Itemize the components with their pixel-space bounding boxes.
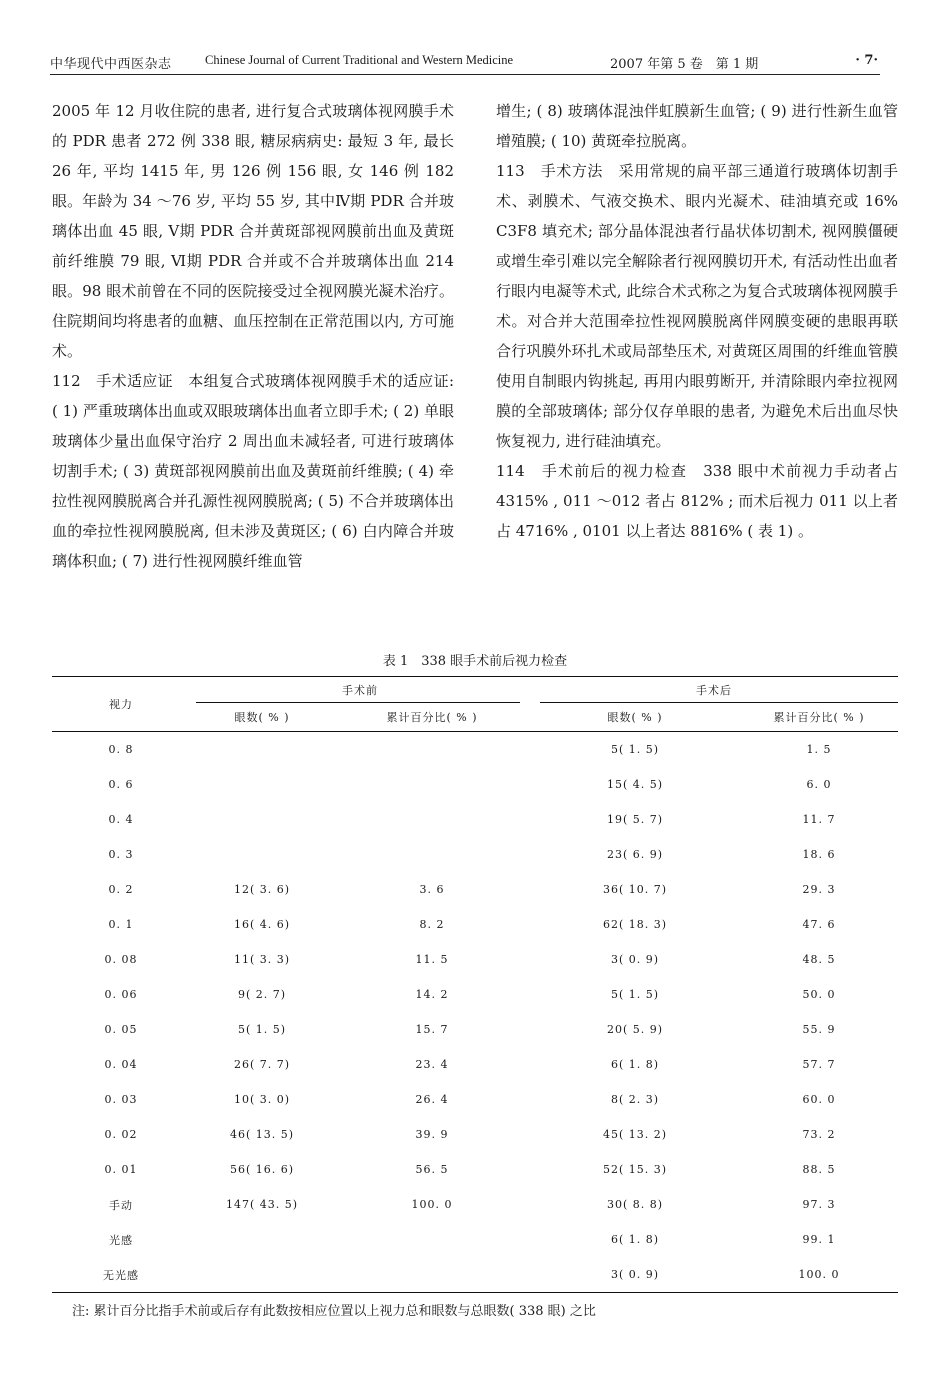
- cell-post-eyes: 5( 1. 5): [610, 988, 660, 1001]
- visual-acuity-table: [52, 676, 898, 1293]
- cell-post-eyes: 45( 13. 2): [602, 1128, 668, 1141]
- cell-post-eyes: 6( 1. 8): [610, 1233, 660, 1246]
- paragraph-visual-acuity: 114 手术前后的视力检查 338 眼中术前视力手动者占 4315% , 011 ～012 者占 812% ; 而术后视力 011 以上者占 4716% , 0101 以上者达 8816% ( 表 1) 。: [496, 462, 898, 540]
- cell-pre-cumulative: [334, 837, 530, 872]
- cell-post-eyes: 62( 18. 3): [602, 918, 668, 931]
- cell-pre-eyes: 12( 3. 6): [233, 883, 291, 896]
- paragraph-indications-cont: 增生; ( 8) 玻璃体混浊伴虹膜新生血管; ( 9) 进行性新生血管增殖膜; ( 10) 黄斑牵拉脱离。: [496, 102, 898, 150]
- cell-pre-eyes: 26( 7. 7): [233, 1058, 291, 1071]
- cell-post-cumulative: 55. 9: [802, 1023, 836, 1036]
- cell-post-eyes: 8( 2. 3): [610, 1093, 660, 1106]
- table-caption: 表 1 338 眼手术前后视力检查: [382, 654, 568, 669]
- cell-pre-eyes: [190, 732, 334, 768]
- journal-name-en: Chinese Journal of Current Traditional and Western Medicine: [205, 53, 514, 67]
- right-column: [496, 96, 898, 546]
- table-row: [52, 1152, 898, 1187]
- cell-vision: 0. 05: [104, 1023, 138, 1036]
- cell-vision: 0. 04: [104, 1058, 138, 1071]
- cell-post-eyes: 52( 15. 3): [602, 1163, 668, 1176]
- table-row: [52, 767, 898, 802]
- cell-vision: 0. 3: [108, 848, 134, 861]
- cell-pre-eyes: [190, 837, 334, 872]
- table-row: [52, 732, 898, 768]
- cell-vision: 0. 1: [108, 918, 134, 931]
- cell-pre-eyes: 11( 3. 3): [233, 953, 291, 966]
- cell-vision: 0. 6: [108, 778, 134, 791]
- cell-post-cumulative: 88. 5: [802, 1163, 836, 1176]
- header-vision: 视力: [52, 677, 190, 732]
- cell-post-cumulative: 73. 2: [802, 1128, 836, 1141]
- cell-post-eyes: 15( 4. 5): [606, 778, 664, 791]
- cell-pre-cumulative: 15. 7: [415, 1023, 449, 1036]
- cell-vision: 光感: [109, 1233, 133, 1247]
- header-post-cumulative: 累计百分比( % ): [740, 703, 898, 732]
- journal-name-cn: 中华现代中西医杂志: [50, 57, 172, 72]
- header-group-before: [190, 677, 530, 704]
- table-row: [52, 802, 898, 837]
- page-number: · 7·: [855, 53, 878, 68]
- cell-vision: 0. 4: [108, 813, 134, 826]
- cell-pre-cumulative: 14. 2: [415, 988, 449, 1001]
- cell-post-cumulative: 11. 7: [802, 813, 836, 826]
- cell-pre-eyes: [190, 802, 334, 837]
- cell-vision: 手动: [109, 1198, 133, 1212]
- cell-pre-cumulative: [334, 1257, 530, 1293]
- cell-post-cumulative: 99. 1: [802, 1233, 836, 1246]
- cell-pre-eyes: 46( 13. 5): [229, 1128, 295, 1141]
- cell-pre-cumulative: 100. 0: [411, 1198, 453, 1211]
- table-row: [52, 1012, 898, 1047]
- cell-pre-cumulative: 26. 4: [415, 1093, 449, 1106]
- cell-post-cumulative: 6. 0: [806, 778, 832, 791]
- table-row: [52, 1187, 898, 1222]
- cell-post-cumulative: 47. 6: [802, 918, 836, 931]
- cell-pre-eyes: 16( 4. 6): [233, 918, 291, 931]
- cell-post-cumulative: 1. 5: [806, 743, 832, 756]
- cell-post-eyes: 3( 0. 9): [610, 953, 660, 966]
- table-row: [52, 1082, 898, 1117]
- cell-vision: 0. 01: [104, 1163, 138, 1176]
- cell-pre-eyes: 5( 1. 5): [237, 1023, 287, 1036]
- cell-pre-cumulative: 8. 2: [419, 918, 445, 931]
- cell-pre-cumulative: [334, 767, 530, 802]
- header-group-after-label: 手术后: [696, 684, 732, 697]
- issue-info: 2007 年第 5 卷 第 1 期: [610, 57, 759, 72]
- cell-post-cumulative: 50. 0: [802, 988, 836, 1001]
- table-row: [52, 942, 898, 977]
- cell-pre-cumulative: 39. 9: [415, 1128, 449, 1141]
- cell-pre-cumulative: 11. 5: [415, 953, 449, 966]
- cell-post-eyes: 3( 0. 9): [530, 1257, 740, 1293]
- cell-pre-cumulative: 3. 6: [419, 883, 445, 896]
- left-column: [52, 96, 454, 576]
- cell-post-eyes: 5( 1. 5): [610, 743, 660, 756]
- cell-pre-cumulative: 23. 4: [415, 1058, 449, 1071]
- cell-pre-cumulative: [334, 1222, 530, 1257]
- table-row: [52, 1047, 898, 1082]
- table-note: 注: 累计百分比指手术前或后存有此数按相应位置以上视力总和眼数与总眼数( 338 眼) 之比: [72, 1304, 596, 1319]
- table-row: [52, 1257, 898, 1293]
- header-group-before-label: 手术前: [342, 684, 378, 697]
- cell-post-cumulative: 60. 0: [802, 1093, 836, 1106]
- cell-pre-eyes: 10( 3. 0): [233, 1093, 291, 1106]
- cell-vision: 无光感: [52, 1257, 190, 1293]
- cell-pre-eyes: 56( 16. 6): [229, 1163, 295, 1176]
- header-post-eyes: 眼数( % ): [530, 703, 740, 732]
- cell-post-cumulative: 48. 5: [802, 953, 836, 966]
- cell-post-cumulative: 29. 3: [802, 883, 836, 896]
- paragraph-surgical-method: 113 手术方法 采用常规的扁平部三通道行玻璃体切割手术、剥膜术、气液交换术、眼内光凝术、硅油填充或 16% C3F8 填充术; 部分晶体混浊者行晶状体切割术, 视网膜僵硬或增生牵引难以完全解除者行视网膜切开术, 有活动性出血者行眼内电凝等术式, 此综合术式称之为复合式玻璃体视网膜手术。对合并大范围牵拉性视网膜脱离伴网膜变硬的患眼再联合行巩膜外环扎术或局部垫压术, 对黄斑区周围的纤维血管膜使用自制眼内钩挑起, 再用内眼剪断开, 并清除眼内牵拉视网膜的全部玻璃体; 部分仅存单眼的患者, 为避免术后出血尽快恢复视力, 进行硅油填充。: [496, 162, 898, 450]
- header-pre-eyes: 眼数( % ): [190, 703, 334, 732]
- cell-pre-eyes: 9( 2. 7): [237, 988, 287, 1001]
- cell-pre-eyes: [190, 1257, 334, 1293]
- cell-post-eyes: 30( 8. 8): [606, 1198, 664, 1211]
- cell-pre-eyes: 147( 43. 5): [225, 1198, 299, 1211]
- table-row: [52, 1222, 898, 1257]
- cell-pre-eyes: [190, 1222, 334, 1257]
- cell-vision: 0. 2: [108, 883, 134, 896]
- cell-post-eyes: 20( 5. 9): [606, 1023, 664, 1036]
- cell-pre-cumulative: [334, 802, 530, 837]
- table-row: [52, 1117, 898, 1152]
- cell-post-eyes: 23( 6. 9): [606, 848, 664, 861]
- cell-pre-cumulative: [334, 732, 530, 768]
- header-group-after: [530, 677, 898, 704]
- cell-post-cumulative: 97. 3: [802, 1198, 836, 1211]
- cell-post-eyes: 36( 10. 7): [602, 883, 668, 896]
- paragraph-patients: 2005 年 12 月收住院的患者, 进行复合式玻璃体视网膜手术的 PDR 患者 272 例 338 眼, 糖尿病病史: 最短 3 年, 最长 26 年, 平均 1415 年, 男 126 例 156 眼, 女 146 例 182 眼。年龄为 34 ～76 岁, 平均 55 岁, 其中Ⅳ期 PDR 合并玻璃体出血 45 眼, Ⅴ期 PDR 合并黄斑部视网膜前出血及黄斑前纤维膜 79 眼, Ⅵ期 PDR 合并或不合并玻璃体出血 214 眼。98 眼术前曾在不同的医院接受过全视网膜光凝术治疗。住院期间均将患者的血糖、血压控制在正常范围以内, 方可施术。: [52, 102, 454, 360]
- cell-vision: 0. 08: [104, 953, 138, 966]
- cell-vision: 0. 06: [104, 988, 138, 1001]
- cell-pre-cumulative: 56. 5: [415, 1163, 449, 1176]
- table-row: [52, 977, 898, 1012]
- cell-vision: 0. 8: [108, 743, 134, 756]
- paragraph-indications: 112 手术适应证 本组复合式玻璃体视网膜手术的适应证: ( 1) 严重玻璃体出血或双眼玻璃体出血者立即手术; ( 2) 单眼玻璃体少量出血保守治疗 2 周出血未减轻者, 可进行玻璃体切割手术; ( 3) 黄斑部视网膜前出血及黄斑前纤维膜; ( 4) 牵拉性视网膜脱离合并孔源性视网膜脱离; ( 5) 不合并玻璃体出血的牵拉性视网膜脱离, 但未涉及黄斑区; ( 6) 白内障合并玻璃体积血; ( 7) 进行性视网膜纤维血管: [52, 372, 454, 570]
- table-row: [52, 907, 898, 942]
- cell-post-cumulative: 57. 7: [802, 1058, 836, 1071]
- cell-vision: 0. 02: [104, 1128, 138, 1141]
- header-pre-cumulative: 累计百分比( % ): [334, 703, 530, 732]
- cell-post-eyes: 19( 5. 7): [606, 813, 664, 826]
- cell-pre-eyes: [190, 767, 334, 802]
- cell-post-cumulative: 100. 0: [740, 1257, 898, 1293]
- table-body: [52, 732, 898, 1293]
- cell-post-eyes: 6( 1. 8): [610, 1058, 660, 1071]
- running-header: [50, 50, 880, 75]
- cell-post-cumulative: 18. 6: [802, 848, 836, 861]
- cell-vision: 0. 03: [104, 1093, 138, 1106]
- table-row: [52, 872, 898, 907]
- table-row: [52, 837, 898, 872]
